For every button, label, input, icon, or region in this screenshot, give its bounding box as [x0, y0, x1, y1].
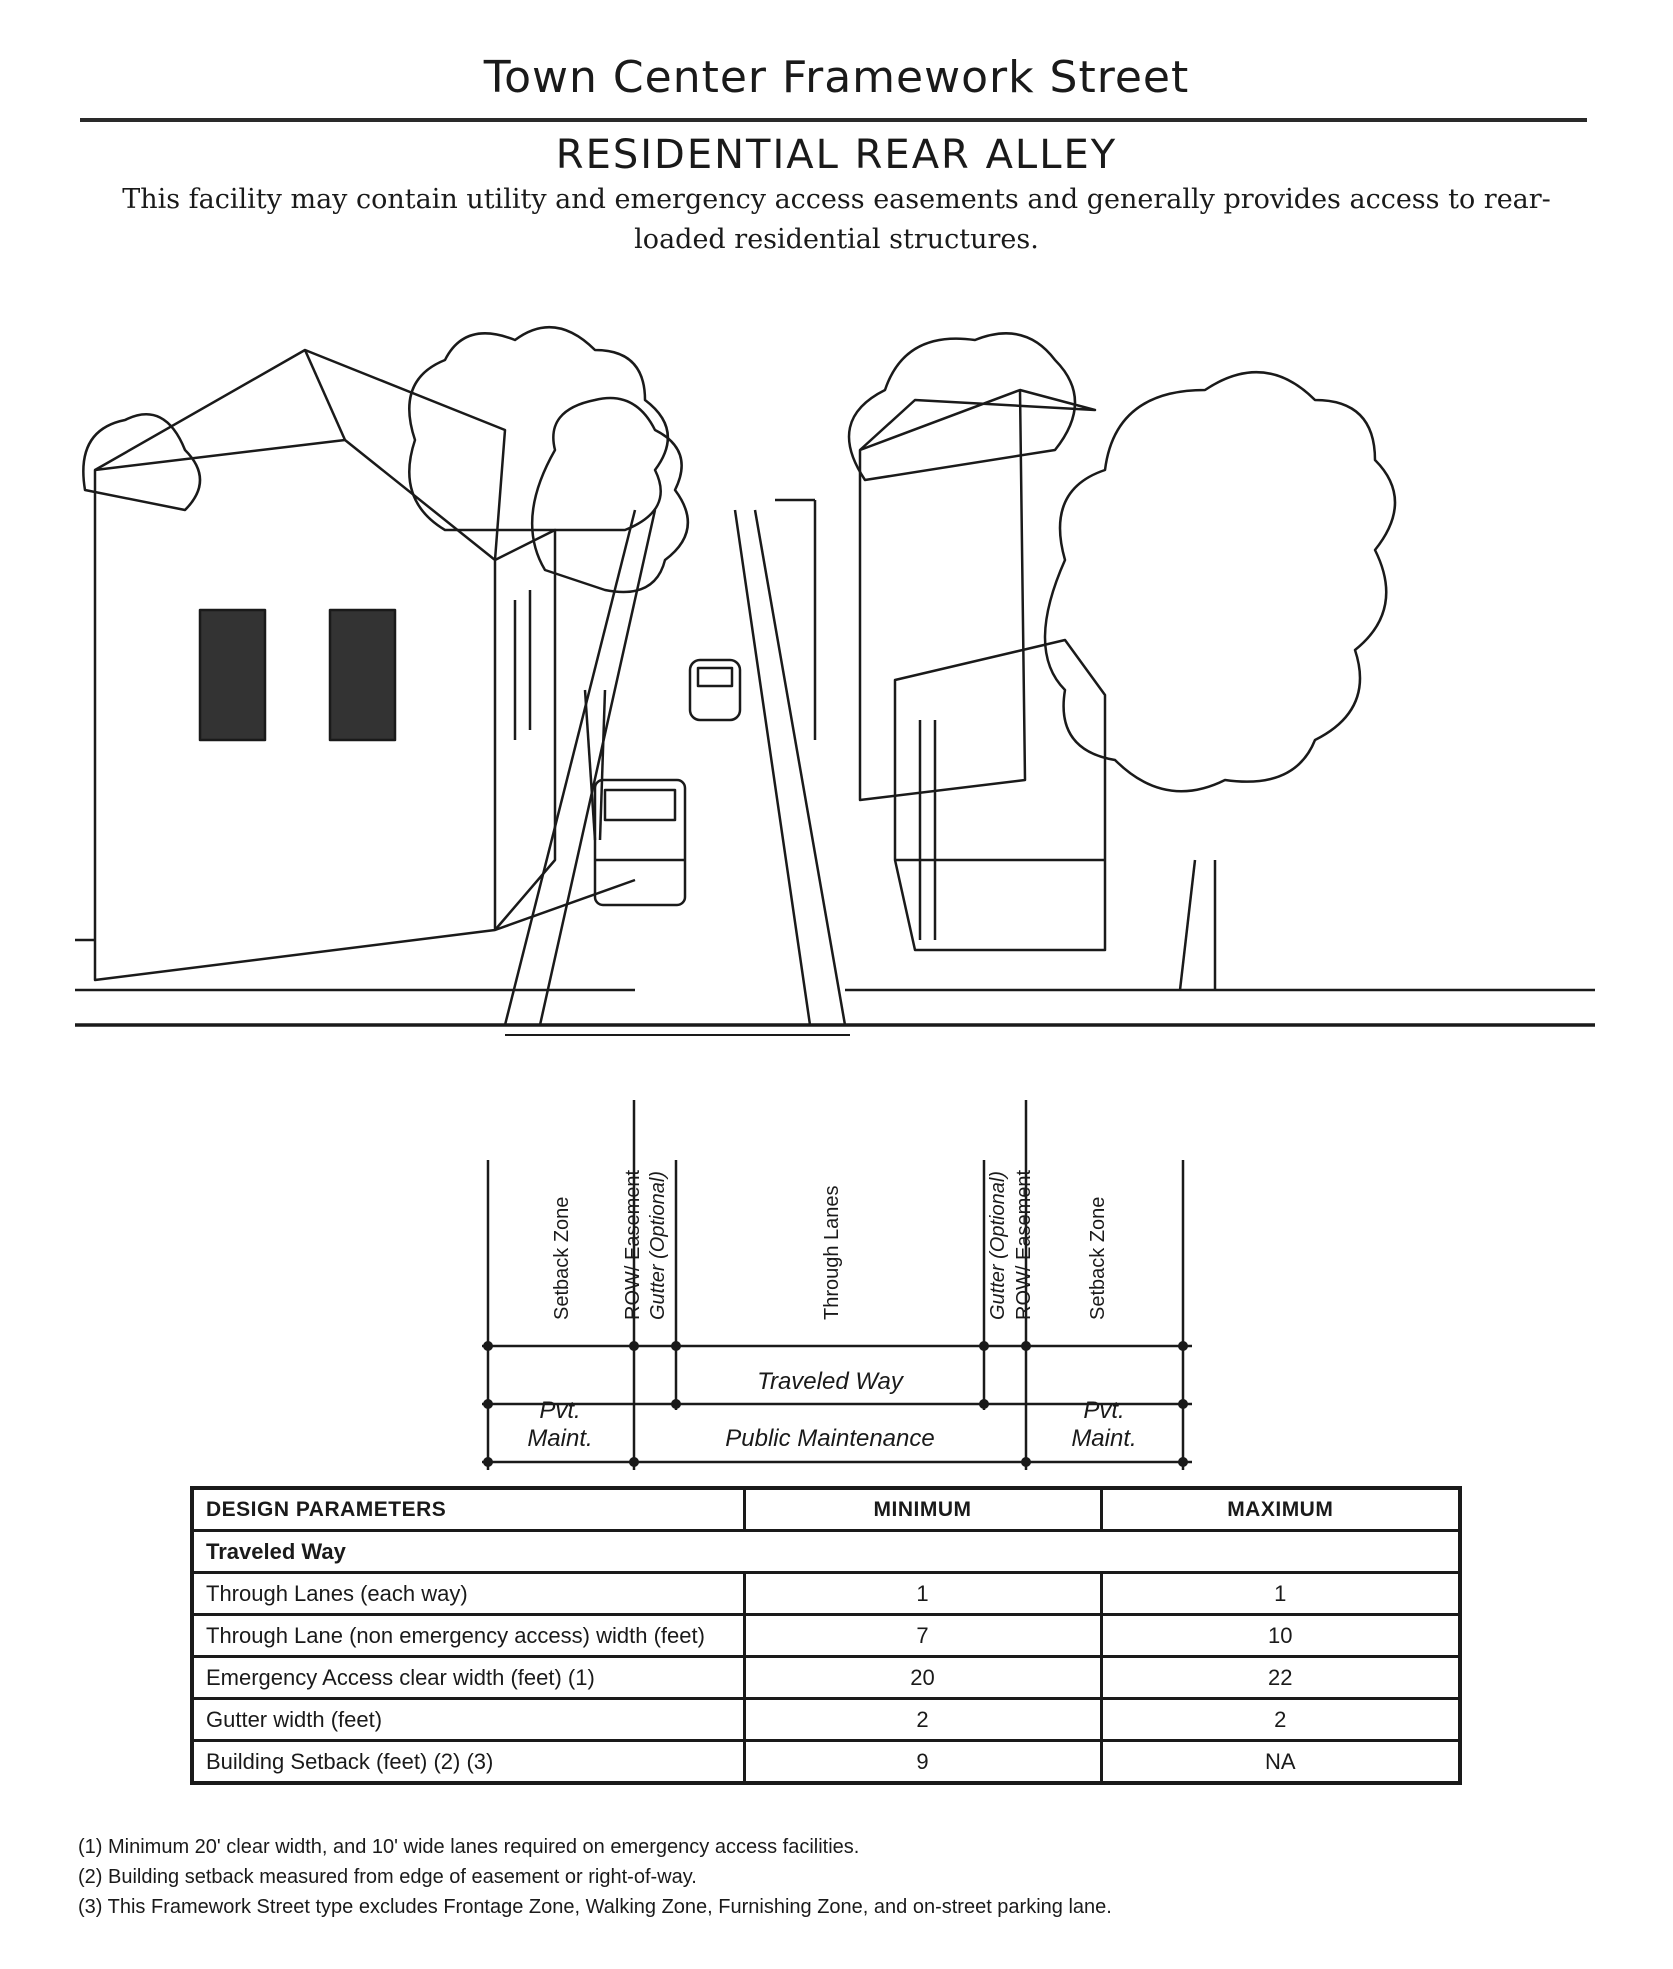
table-row — [192, 1615, 1460, 1657]
tree-right-front — [1045, 372, 1395, 791]
label-row-easement-left: ROW/ Easement — [622, 1169, 644, 1320]
cross-section-diagram — [0, 1100, 1673, 1480]
car-near — [595, 780, 685, 905]
label-setback-zone-right: Setback Zone — [1087, 1196, 1109, 1320]
label-pvt-maint-left-1: Pvt. — [539, 1397, 581, 1424]
row-minimum: 20 — [744, 1657, 1101, 1699]
footnotes — [78, 1832, 1112, 1922]
title-divider — [80, 118, 1587, 122]
table-row — [192, 1699, 1460, 1741]
page-subtitle: RESIDENTIAL REAR ALLEY — [555, 132, 1118, 178]
page-title: Town Center Framework Street — [483, 52, 1190, 103]
row-maximum: 1 — [1101, 1573, 1460, 1615]
label-setback-zone-left: Setback Zone — [551, 1196, 573, 1320]
design-parameters-table — [190, 1486, 1462, 1785]
label-gutter-right: Gutter (Optional) — [987, 1171, 1009, 1320]
table-row — [192, 1741, 1460, 1784]
footnote-3: (3) This Framework Street type excludes Frontage Zone, Walking Zone, Furnishing Zone, and on-street parking lane. — [78, 1896, 1112, 1918]
label-pvt-maint-left-2: Maint. — [527, 1425, 593, 1452]
table-group-row — [192, 1531, 1460, 1573]
right-building-garage — [895, 640, 1105, 950]
header-maximum: MAXIMUM — [1101, 1488, 1460, 1531]
alley-illustration — [75, 300, 1595, 1060]
label-pvt-maint-right-2: Maint. — [1071, 1425, 1137, 1452]
label-through-lanes: Through Lanes — [821, 1185, 843, 1320]
label-row-easement-right: ROW/ Easement — [1013, 1169, 1035, 1320]
label-traveled-way: Traveled Way — [757, 1368, 903, 1395]
page-description: This facility may contain utility and emergency access easements and generally provides access to rear-loaded residential structures. — [122, 184, 1551, 255]
row-maximum: NA — [1101, 1741, 1460, 1784]
row-maximum: 10 — [1101, 1615, 1460, 1657]
tree-left-back — [409, 327, 668, 530]
row-maximum: 2 — [1101, 1699, 1460, 1741]
right-building-back — [860, 390, 1025, 800]
footnote-1: (1) Minimum 20' clear width, and 10' wide lanes required on emergency access facilities. — [78, 1836, 860, 1858]
row-label: Emergency Access clear width (feet) (1) — [192, 1657, 744, 1699]
table-row — [192, 1573, 1460, 1615]
table-row — [192, 1657, 1460, 1699]
row-label: Through Lane (non emergency access) width (feet) — [192, 1615, 744, 1657]
label-public-maintenance: Public Maintenance — [725, 1425, 935, 1452]
header-minimum: MINIMUM — [744, 1488, 1101, 1531]
left-building-window-2 — [330, 610, 395, 740]
left-building-window-1 — [200, 610, 265, 740]
row-label: Building Setback (feet) (2) (3) — [192, 1741, 744, 1784]
label-pvt-maint-right-1: Pvt. — [1083, 1397, 1125, 1424]
group-traveled-way: Traveled Way — [192, 1531, 1460, 1573]
row-label: Through Lanes (each way) — [192, 1573, 744, 1615]
header-design-parameters: DESIGN PARAMETERS — [192, 1488, 744, 1531]
row-minimum: 9 — [744, 1741, 1101, 1784]
left-building-front — [95, 440, 495, 980]
footnote-2: (2) Building setback measured from edge of easement or right-of-way. — [78, 1866, 697, 1888]
alley-edge-left-outer — [505, 510, 635, 1025]
row-minimum: 7 — [744, 1615, 1101, 1657]
row-minimum: 1 — [744, 1573, 1101, 1615]
label-gutter-left: Gutter (Optional) — [647, 1171, 669, 1320]
row-minimum: 2 — [744, 1699, 1101, 1741]
row-label: Gutter width (feet) — [192, 1699, 744, 1741]
table-header-row — [192, 1488, 1460, 1531]
row-maximum: 22 — [1101, 1657, 1460, 1699]
